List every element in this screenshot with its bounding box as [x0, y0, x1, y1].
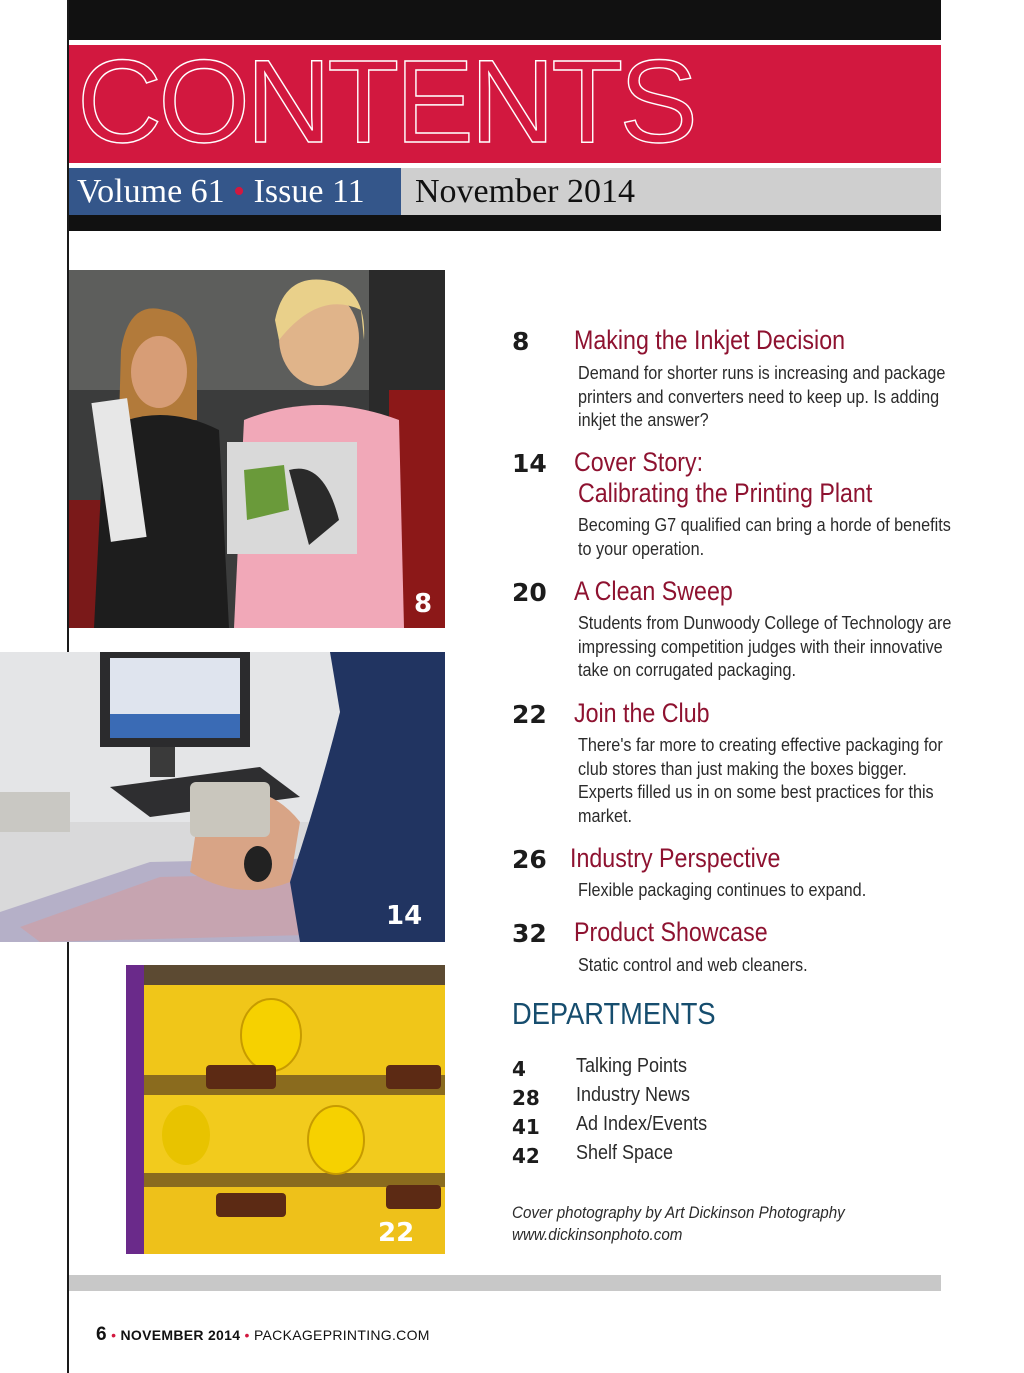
- footer-site[interactable]: PACKAGEPRINTING.COM: [253, 1327, 430, 1343]
- department-label[interactable]: Industry News: [576, 1084, 691, 1106]
- department-page-number: 4: [512, 1057, 526, 1081]
- issue-date-box: [401, 168, 941, 215]
- cover-credit: [512, 1202, 845, 1246]
- footer-separator: •: [111, 1327, 117, 1343]
- photo-club-illustration: [126, 965, 445, 1254]
- footer-separator: •: [244, 1327, 250, 1343]
- article-page-number: 22: [512, 700, 547, 729]
- issue-label: Issue 11: [253, 173, 365, 210]
- volume-issue-text: [77, 172, 365, 212]
- photo-3-number: 22: [378, 1218, 415, 1248]
- photo-calibration-illustration: [0, 652, 445, 942]
- contents-banner: [69, 45, 941, 163]
- article-title[interactable]: Cover Story:: [574, 447, 704, 477]
- article-title[interactable]: Product Showcase: [574, 917, 768, 947]
- article-page-number: 26: [512, 845, 547, 874]
- photo-club-story: [126, 965, 445, 1254]
- department-page-number: 28: [512, 1086, 540, 1110]
- volume-label: Volume 61: [77, 173, 225, 210]
- article-page-number: 8: [512, 327, 530, 356]
- footer-divider: [69, 1275, 941, 1291]
- article-title[interactable]: A Clean Sweep: [574, 576, 733, 606]
- photo-1-number: 8: [414, 589, 433, 619]
- article-title[interactable]: Industry Perspective: [570, 843, 781, 873]
- photo-calibration-story: [0, 652, 445, 942]
- photo-2-number: 14: [386, 901, 423, 931]
- photo-inkjet-illustration: [69, 270, 445, 628]
- volume-issue-box: [69, 168, 401, 215]
- header-bottom-bar: [69, 215, 941, 231]
- department-page-number: 42: [512, 1144, 540, 1168]
- contents-title: CONTENTS: [77, 45, 694, 163]
- footer-date: NOVEMBER 2014: [120, 1327, 241, 1343]
- article-description: Becoming G7 qualified can bring a horde of benefits to your operation.: [578, 515, 951, 559]
- department-label[interactable]: Talking Points: [576, 1055, 688, 1077]
- article-description: Static control and web cleaners.: [578, 955, 808, 975]
- issue-date: November 2014: [415, 173, 636, 210]
- departments-heading: DEPARTMENTS: [512, 996, 716, 1031]
- article-description: Students from Dunwoody College of Technology are impressing competition judges with their innovative take on corrugated packaging.: [578, 613, 952, 680]
- article-description: Demand for shorter runs is increasing and package printers and converters need to keep up. Is adding inkjet the answer?: [578, 363, 946, 430]
- page-footer: [96, 1324, 430, 1346]
- top-black-bar: [69, 0, 941, 40]
- department-label[interactable]: Shelf Space: [576, 1142, 674, 1164]
- article-title[interactable]: Making the Inkjet Decision: [574, 325, 846, 355]
- article-title[interactable]: Join the Club: [574, 698, 710, 728]
- article-description: Flexible packaging continues to expand.: [578, 880, 867, 900]
- article-page-number: 14: [512, 449, 547, 478]
- article-description: There's far more to creating effective packaging for club stores than just making the boxes bigger. Experts filled us in on some best practices for this market.: [578, 735, 943, 826]
- article-page-number: 20: [512, 578, 547, 607]
- cover-credit-url[interactable]: www.dickinsonphoto.com: [512, 1226, 683, 1244]
- article-page-number: 32: [512, 919, 547, 948]
- photo-inkjet-story: [69, 270, 445, 628]
- footer-page-number: 6: [96, 1324, 107, 1345]
- article-title-line2[interactable]: Calibrating the Printing Plant: [578, 478, 873, 508]
- cover-credit-text: Cover photography by Art Dickinson Photography: [512, 1204, 845, 1222]
- separator-dot: •: [233, 173, 246, 210]
- department-page-number: 41: [512, 1115, 540, 1139]
- department-label[interactable]: Ad Index/Events: [576, 1113, 708, 1135]
